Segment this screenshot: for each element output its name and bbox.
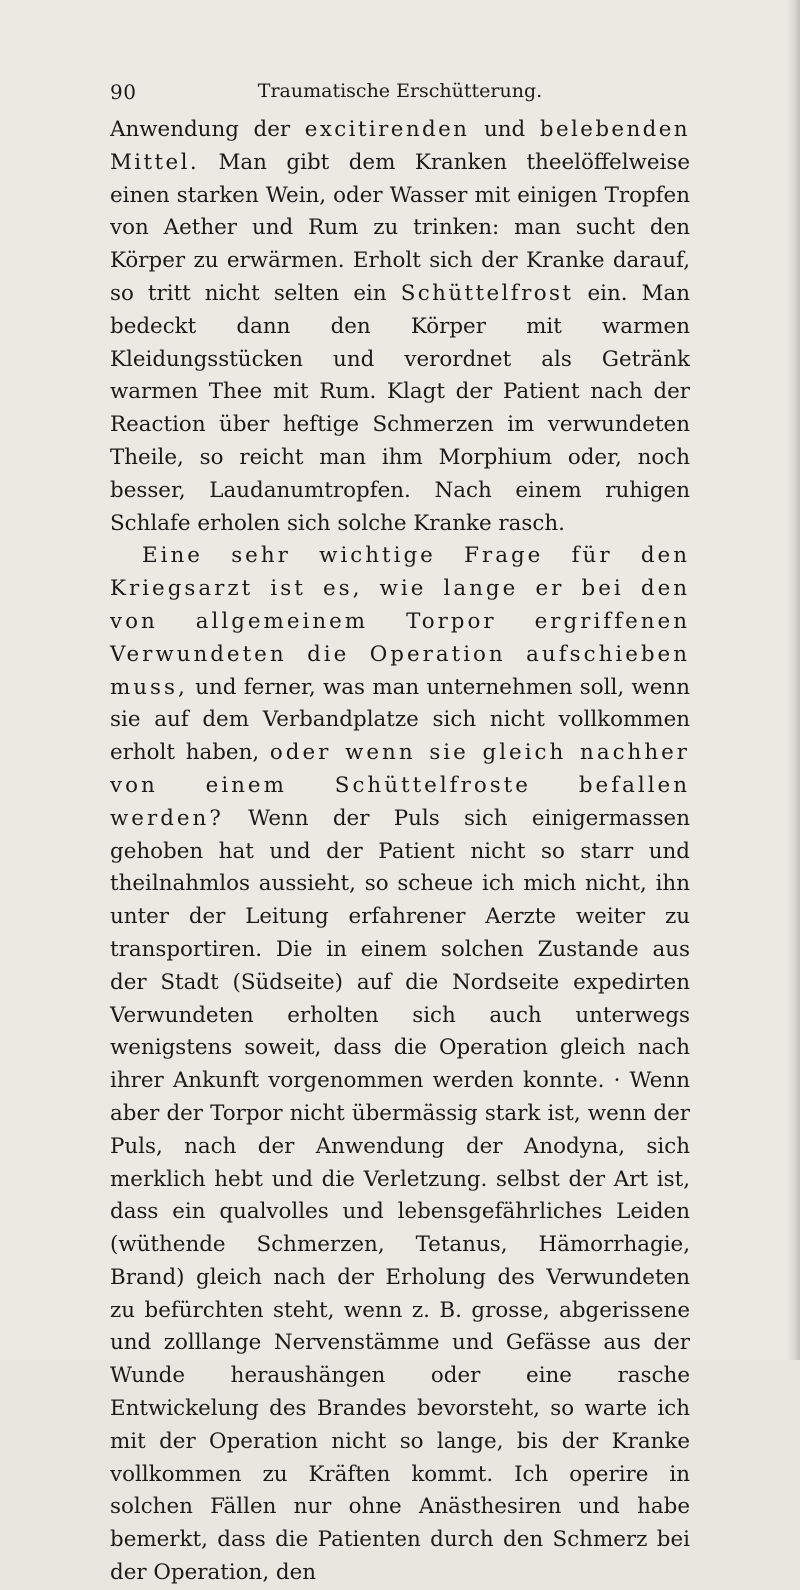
paragraph-2 <box>110 540 690 1590</box>
text-segment: und <box>469 117 540 142</box>
paragraph-1 <box>110 114 690 540</box>
page-edge-shadow <box>786 0 800 1360</box>
page-number: 90 <box>110 80 137 104</box>
emphasized-segment: Schüttelfrost <box>400 280 574 306</box>
text-segment: Wenn der Puls sich einigermassen gehoben hat und der Patient nicht so starr und theilnahmlos aussieht, so scheue ich mich nicht, ihn unter der Leitung erfahrener Aerzte weiter zu transportiren. Die in einem solchen Zustande aus der Stadt (Südseite) auf die Nordseite expedirten Verwundeten erholten sich auch unterwegs wenigstens soweit, dass die Operation gleich nach ihrer Ankunft vorgenommen werden konnte. · Wenn aber der Torpor nicht übermässig stark ist, wenn der Puls, nach der Anwendung der Anodyna, sich merklich hebt und die Verletzung. selbst der Art ist, dass ein qualvolles und lebensgefährliches Leiden (wüthende Schmerzen, Tetanus, Hämorrhagie, Brand) gleich nach der Erholung des Verwundeten zu befürchten steht, wenn z. B. grosse, abgerissene und zolllange Nervenstämme und Gefässe aus der Wunde heraushängen oder eine rasche Entwickelung des Brandes bevorsteht, so warte ich mit der Operation nicht so lange, bis der Kranke vollkommen zu Kräften kommt. Ich operire in solchen Fällen nur ohne Anästhesiren und habe bemerkt, dass die Patienten durch den Schmerz bei der Operation, den <box>110 805 690 1586</box>
page-header <box>110 80 690 110</box>
emphasized-segment: oder wenn sie gleich nachher von einem Schüttelfroste befallen werden? <box>110 740 690 831</box>
body-text <box>110 114 690 1590</box>
emphasized-segment: Eine sehr wichtige Frage für den Kriegsarzt ist es, wie lange er bei den von allgemeinem Torpor ergriffenen Verwundeten die Operation aufschieben muss, <box>110 543 690 700</box>
text-segment: ein. Man bedeckt dann den Körper mit warmen Kleidungsstücken und verordnet als Getränk warmen Thee mit Rum. Klagt der Patient nach der Reaction über heftige Schmerzen im verwundeten Theile, so reicht man ihm Morphium oder, noch besser, Laudanumtropfen. Nach einem ruhigen Schlafe erholen sich solche Kranke rasch. <box>110 280 690 536</box>
text-segment: Anwendung der <box>110 117 305 142</box>
emphasized-segment: belebenden Mittel. <box>110 117 690 175</box>
text-segment: und ferner, was man unternehmen soll, wenn sie auf dem Verbandplatze sich nicht vollkommen erholt haben, <box>110 674 690 766</box>
text-segment: Man gibt dem Kranken theelöffelweise einen starken Wein, oder Wasser mit einigen Tropfen von Aether und Rum zu trinken: man sucht den Körper zu erwärmen. Erholt sich der Kranke darauf, so tritt nicht selten ein <box>110 149 690 306</box>
running-title: Traumatische Erschütterung. <box>257 80 543 102</box>
emphasized-segment: excitirenden <box>304 117 470 142</box>
